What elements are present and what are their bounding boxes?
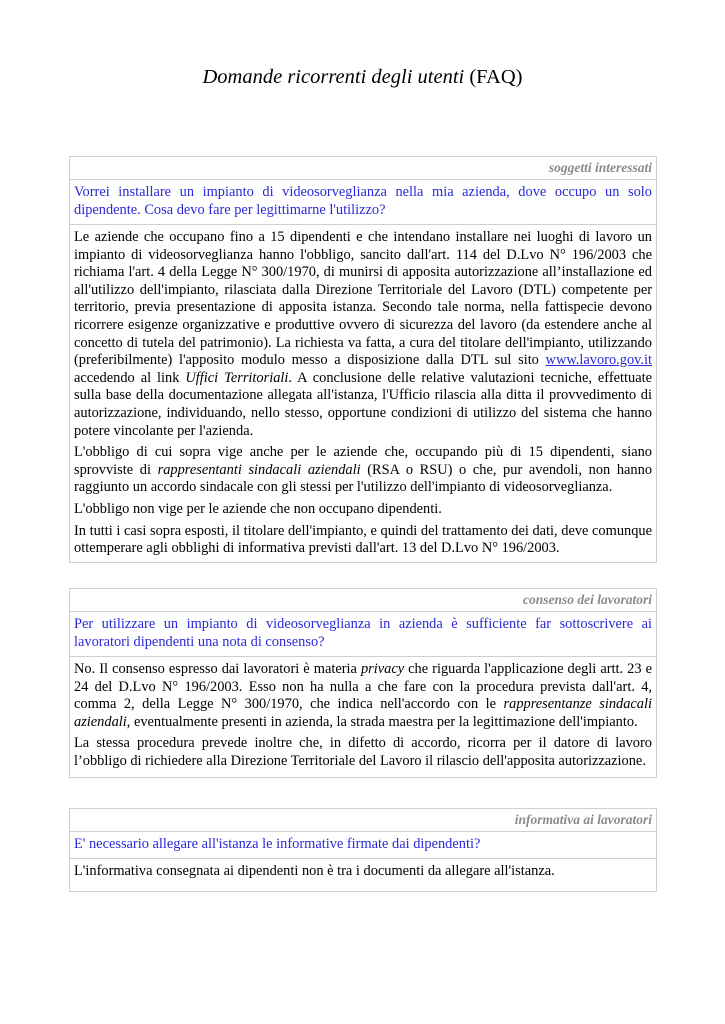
faq-answer	[70, 225, 656, 564]
faq-block-consenso	[69, 588, 657, 778]
answer-paragraph	[74, 661, 652, 731]
answer-paragraph	[74, 229, 652, 440]
faq-question: Per utilizzare un impianto di videosorveglianza in azienda è sufficiente far sottoscrivere ai lavoratori dipendenti una nota di consenso?	[70, 612, 656, 657]
page-title-main: Domande ricorrenti degli utenti	[202, 66, 465, 88]
page-title-suffix: (FAQ)	[464, 66, 523, 88]
answer-italic-text: privacy	[360, 661, 405, 677]
answer-paragraph: In tutti i casi sopra esposti, il titolare dell'impianto, e quindi del trattamento dei dati, deve comunque ottemperare agli obblighi di informativa previsti dall'art. 13 del D.Lvo N° 196/2003.	[74, 522, 652, 557]
answer-paragraph: La stessa procedura prevede inoltre che, in difetto di accordo, ricorra per il datore di lavoro l’obbligo di richiedere alla Direzione Territoriale del Lavoro il rilascio dell'apposita autorizzazione.	[74, 735, 652, 769]
faq-question: E' necessario allegare all'istanza le informative firmate dai dipendenti?	[70, 832, 656, 859]
answer-text: No. Il consenso espresso dai lavoratori è materia	[74, 661, 361, 677]
faq-answer	[70, 657, 656, 777]
faq-category: soggetti interessati	[70, 157, 656, 180]
faq-block-informativa	[69, 808, 657, 892]
faq-question: Vorrei installare un impianto di videosorveglianza nella mia azienda, dove occupo un solo dipendente. Cosa devo fare per legittimarne l'utilizzo?	[70, 180, 656, 225]
faq-category: consenso dei lavoratori	[70, 589, 656, 612]
answer-text: Le aziende che occupano fino a 15 dipendenti e che intendano installare nei luoghi di lavoro un impianto di videosorveglianza hanno l'obbligo, sancito dall'art. 114 del D.Lvo N° 196/2003 che richiama l'art. 4 della Legge N° 300/1970, di munirsi di apposita autorizzazione all’installazione ed all'utilizzo dell'impianto, rilasciata dalla Direzione Territoriale del Lavoro (DTL) competente per territorio, previa presentazione di apposita istanza. Secondo tale norma, nella fattispecie devono ricorrere esigenze organizzative e produttive ovvero di sicurezza del lavoro (da estendere anche al concetto di tutela del patrimonio). La richiesta va fatta, a cura del titolare dell'impianto, utilizzando (preferibilmente) l'apposito modulo messo a disposizione dalla DTL sul sito	[74, 229, 652, 369]
answer-italic-text: rappresentanti sindacali aziendali	[157, 461, 361, 478]
answer-text: accedendo al link	[74, 369, 186, 386]
faq-category: informativa ai lavoratori	[70, 809, 656, 832]
answer-text: (RSA o RSU) o che, pur avendoli, non hanno raggiunto un accordo sindacale con gli stessi per l'utilizzo dell'impianto di videosorveglianza.	[74, 461, 653, 496]
answer-paragraph: L'informativa consegnata ai dipendenti non è tra i documenti da allegare all'istanza.	[74, 863, 555, 879]
lavoro-gov-link[interactable]: www.lavoro.gov.it	[545, 352, 652, 369]
answer-text: , eventualmente presenti in azienda, la strada maestra per la legittimazione dell'impianto.	[126, 713, 638, 730]
faq-answer	[70, 859, 656, 887]
faq-block-soggetti	[69, 156, 657, 563]
answer-italic-text: Uffici Territoriali	[185, 369, 289, 386]
answer-paragraph	[74, 444, 652, 497]
answer-text: L'obbligo di cui sopra vige anche per le aziende che, occupando più di 15 dipendenti, siano sprovviste di	[74, 444, 652, 478]
answer-italic-text: rappresentanze sindacali aziendali	[74, 696, 652, 730]
answer-text: . A conclusione delle relative valutazioni tecniche, effettuate sulla base della documentazione allegata all'istanza, l'Ufficio rilascia alla ditta il provvedimento di autorizzazione, individuando, nello stesso, opportune condizioni di utilizzo del sistema che hanno potere vincolante per l'azienda.	[74, 369, 652, 439]
page-title	[0, 66, 725, 89]
answer-paragraph: L'obbligo non vige per le aziende che non occupano dipendenti.	[74, 500, 442, 517]
answer-text: che riguarda l'applicazione degli artt. 23 e 24 del D.Lvo N° 196/2003. Esso non ha nulla a che fare con la procedura prevista dall'art. 4, comma 2, della Legge N° 300/1970, che indica nell'accordo con le	[74, 661, 652, 713]
